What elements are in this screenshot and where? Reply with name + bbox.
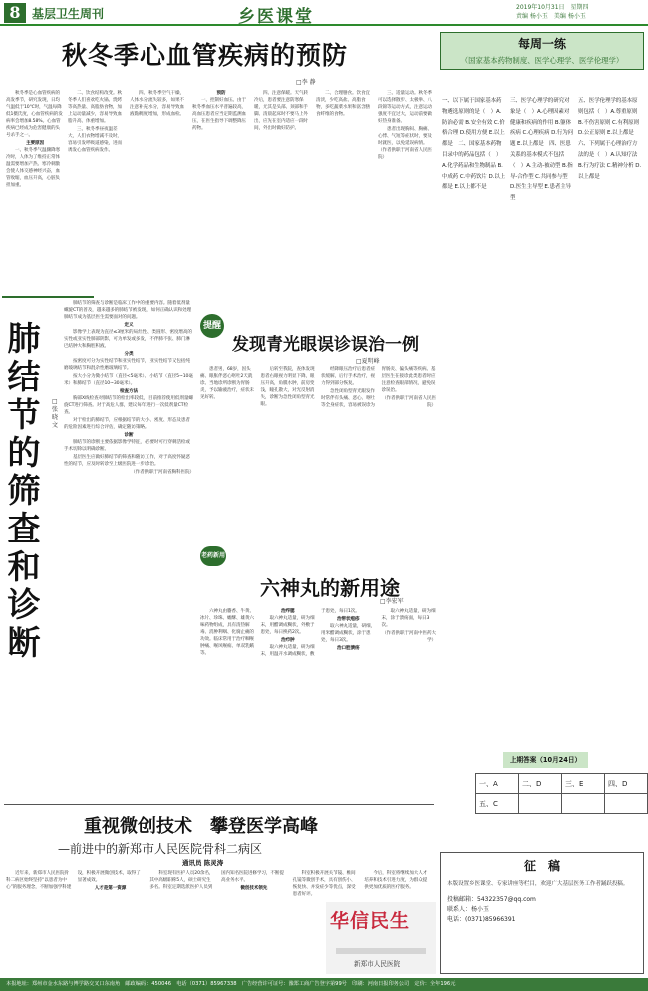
notice-text: 本版设置乡医课堂、专家讲座等栏目，欢迎广大基层医务工作者踊跃投稿。: [447, 881, 629, 887]
article1-col5: 四、注意保暖。天气转冷后，患者要注意防寒保暖，尤其是头部、颈部和手脚。清晨起床时不要马上外出，应先在室内适应一段时间，外出时做好防护。: [254, 91, 308, 131]
ad-brand: 华信民生: [330, 910, 411, 932]
article5-author: 通讯员 陈灵涛: [182, 859, 224, 867]
answer-cell: [519, 794, 562, 814]
section-title: 乡医课堂: [238, 7, 314, 27]
article5-subtitle: —前进中的新郑市人民医院骨科二病区: [58, 842, 263, 856]
date-info: [516, 3, 589, 21]
call-for-papers: [440, 852, 644, 974]
article3-body: 患者男，68岁，因头痛、眼胀伴恶心呕吐2天就诊。当地诊所诊断为胃肠炎，予以输液治疗，症状未见好转。 后转至我院，查体发现患者右眼视力明显下降，眼压升高，角膜水肿，前房变浅，瞳孔散大，对光反射消失，诊断为急性闭角型青光眼。 经降眼压治疗后患者症状缓解，后行手术治疗，视力得到部分恢复。 急性闭角型青光眼发作时常伴有头痛、恶心、呕吐等全身症状，容易被误诊为胃肠炎、偏头痛等疾病。基层医生在接诊此类患者时应注意检查眼部情况，避免误诊误治。 （作者供职于河南省人民医院）: [200, 367, 436, 408]
article2-body: 肺结节的筛查与诊断是临床工作中的重要内容。随着低剂量螺旋CT的普及，越来越多的肺结节被发现，如何正确认识和处理肺结节成为基层医生需要面对的问题。 定义 影像学上表现为直径≤3厘米的局灶性、类圆形、密度增高的实性或亚实性肺部阴影，可为单发或多发，不伴肺不张、肺门淋巴结肿大和胸腔积液。 分类 按密度可分为实性结节和亚实性结节，亚实性结节又包括纯磨玻璃结节和混杂性磨玻璃结节。 按大小分为微小结节（直径<5毫米）、小结节（直径5~10毫米）和肺结节（直径10~30毫米）。 检查方法 胸部X线检查对肺结节的检出率较低，目前推荐使用低剂量螺旋CT进行筛查。对于高危人群，建议每年进行一次低剂量CT检查。 对于检出的肺结节，应根据结节的大小、密度、形态及患者的危险因素进行综合评估，确定随访策略。 诊断 肺结节的诊断主要依据影像学特征，必要时可行穿刺活检或手术切除以明确诊断。 基层医生应做好肺结节的筛查和随访工作，对于高度怀疑恶性的结节，应及时转诊至上级医院进一步诊治。 （作者供职于河南省胸科医院）: [64, 301, 194, 475]
article3-author: □夏明峰: [356, 358, 380, 365]
article1-col1: 秋冬季是心血管疾病的高发季节，研究发现，日均气温低于10℃时，气温每降低1摄氏度，心血管疾病的发病率会增加8.58%。心血管疾病已经成为危害健康的头号杀手之一。 主要原因 一、秋冬季气温骤降寒冷时，人体为了维持正常体温需要增加产热。寒冷刺激会使人体交感神经兴奋，血管收缩，血压升高，心脏负担加重。: [6, 91, 63, 188]
footer-bar: 本报地址：郑州市金水东路与博学路交叉口东南角 邮政编码：450046 电话（0371）85967338 广告经营许可证号：豫郑工商广告登字第99号 印刷：河南日报印务公司 定价：全年196元: [0, 978, 648, 991]
article5-title: 重视微创技术 攀登医学高峰: [84, 816, 318, 837]
quiz-title: 每周一练: [517, 37, 566, 51]
article2-author: □张晓文: [52, 398, 59, 429]
quiz-col2: 三、医学心理学的研究对象是（ ）A.心理因素对健康和疾病的作用 B.躯体疾病 C.心理疾病 D.行为问题 E.以上都是 四、医患关系的基本模式不包括（ ）A.主动-被动型 B.指导-合作型 C.共同参与型 D.医生主导型 E.患者主导型: [510, 98, 574, 202]
editor-line: 责编 杨小玉 美编 杨小玉: [516, 13, 586, 20]
divider: [4, 804, 434, 805]
article1-col7: 三、适量运动。秋冬季可以选择散步、太极拳、八段锦等运动方式，注意运动强度不宜过大，运动前要做好热身准备。 患者出现胸闷、胸痛、心悸、气短等症状时，要及时就医，以免延误病情。（作者供职于河南省人民医院）: [378, 91, 432, 160]
building-illustration: [336, 948, 426, 954]
hospital-ad: [326, 902, 436, 974]
article1-col2: 二、饮食结构改变。秋冬季人们喜欢吃火锅、烧烤等高热量、高脂肪食物，加上运动量减少，容易导致血脂升高、体重增加。 三、秋冬季昼夜温差大，人们衣物增减不及时，容易引发呼吸道感染，进而诱发心血管疾病发作。: [68, 91, 122, 153]
article4-author: □李宏军: [380, 598, 404, 605]
article1-sub2: 预防: [216, 91, 226, 96]
article1-col3: 四、秋冬季空气干燥，人体水分流失较多，如果不注意补充水分，容易导致血液黏稠度增加，形成血栓。: [130, 91, 184, 117]
notice-tel: 电话：(0371)85966391: [447, 916, 516, 923]
answers-title: 上期答案（10月24日）: [503, 752, 588, 768]
notice-contact: 投稿邮箱：54322357@qq.com: [447, 896, 536, 903]
answer-cell: 二、D: [519, 774, 562, 794]
answer-cell: 一、A: [476, 774, 519, 794]
quiz-col1: 一、以下属于国家基本药物遴选原则的是（ ）A.防治必需 B.安全有效 C.价格合理 D.使用方便 E.以上都是 二、国家基本药物目录中的药品包括（ ）A.化学药品和生物制品 B.中成药 C.中药饮片 D.以上都是 E.以上都不是: [442, 98, 506, 191]
answers-table: [475, 773, 648, 814]
quiz-header: [440, 32, 644, 70]
page-title: 基层卫生周刊: [32, 7, 105, 21]
article5-body: 近年来，新郑市人民医院骨科二病区始终坚持“以患者为中心”的服务理念，不断加强学科建设，积极开展微创技术，取得了显著成效。 人才是第一资源 科室现有医护人员20余名，其中高级职称5人，硕士研究生多名。科室定期选派医护人员到国内知名医院进修学习，不断提高业务水平。 微创技术领先 科室积极开展关节镜、椎间孔镜等微创手术，具有创伤小、恢复快、并发症少等优点，深受患者好评。 今后，科室将继续加大人才培养和技术引进力度，为群众提供更加优质的医疗服务。: [6, 871, 428, 897]
article4-body: 六神丸由麝香、牛黄、冰片、珍珠、蟾酥、雄黄六味药物组成，具有清热解毒、消肿利咽、化腐止痛的功效。临床常用于治疗咽喉肿痛、喉风喉痈、单双乳蛾等。 治痄腮 取六神丸适量，研为细末，用醋调成糊状，外敷于患处，每日换药2次。 治疖肿 取六神丸适量，研为细末，用温开水调成糊状，敷于患处，每日1次。 治带状疱疹 取六神丸适量，研细，用米醋调成糊状，涂于患处，每日3次。 治口腔溃疡 取六神丸适量，研为细末，涂于溃疡面，每日3次。 （作者供职于河南中医药大学）: [200, 609, 436, 657]
article1-sub1: 主要原因: [26, 141, 44, 146]
page-number: 8: [4, 3, 26, 23]
quiz-col3: 五、医学伦理学的基本原则包括（ ）A.尊重原则 B.不伤害原则 C.有利原则 D.公正原则 E.以上都是 六、下列属于心理治疗方法的是（ ）A.认知疗法 B.行为疗法 C.精神分析 D.以上都是: [578, 98, 641, 180]
answer-cell: 五、C: [476, 794, 519, 814]
article1-col6: 二、合理膳食。饮食宜清淡，少吃高盐、高脂食物，多吃蔬菜水果和富含膳食纤维的食物。: [316, 91, 370, 117]
quiz-subtitle: （国家基本药物制度、医学心理学、医学伦理学）: [460, 56, 624, 65]
article4-title: 六神丸的新用途: [260, 576, 400, 600]
notice-title: 征 稿: [523, 859, 560, 873]
answer-cell: 四、D: [605, 774, 648, 794]
article2-title: 肺结节的筛查和诊断: [7, 319, 41, 662]
article1-title: 秋冬季心血管疾病的预防: [62, 41, 349, 70]
date-line: 2019年10月31日 星期四: [516, 4, 589, 11]
article1-col4: 预防 一、控制好血压。由于秋冬季血压水平普遍较高，高血压患者应当定期监测血压，在医生指导下调整降压药物。: [192, 90, 250, 286]
ad-subtitle: 新郑市人民医院: [354, 960, 401, 968]
divider: [2, 296, 94, 298]
article3-title: 发现青光眼误诊误治一例: [232, 335, 419, 355]
answer-cell: 三、E: [562, 774, 605, 794]
notice-phone: 联系人：杨小玉: [447, 906, 490, 913]
article3-tag: 提醒: [200, 314, 224, 338]
article4-tag: 老药新用: [200, 546, 226, 566]
article1-author: □李 静: [296, 79, 316, 86]
page-header: [0, 0, 648, 26]
